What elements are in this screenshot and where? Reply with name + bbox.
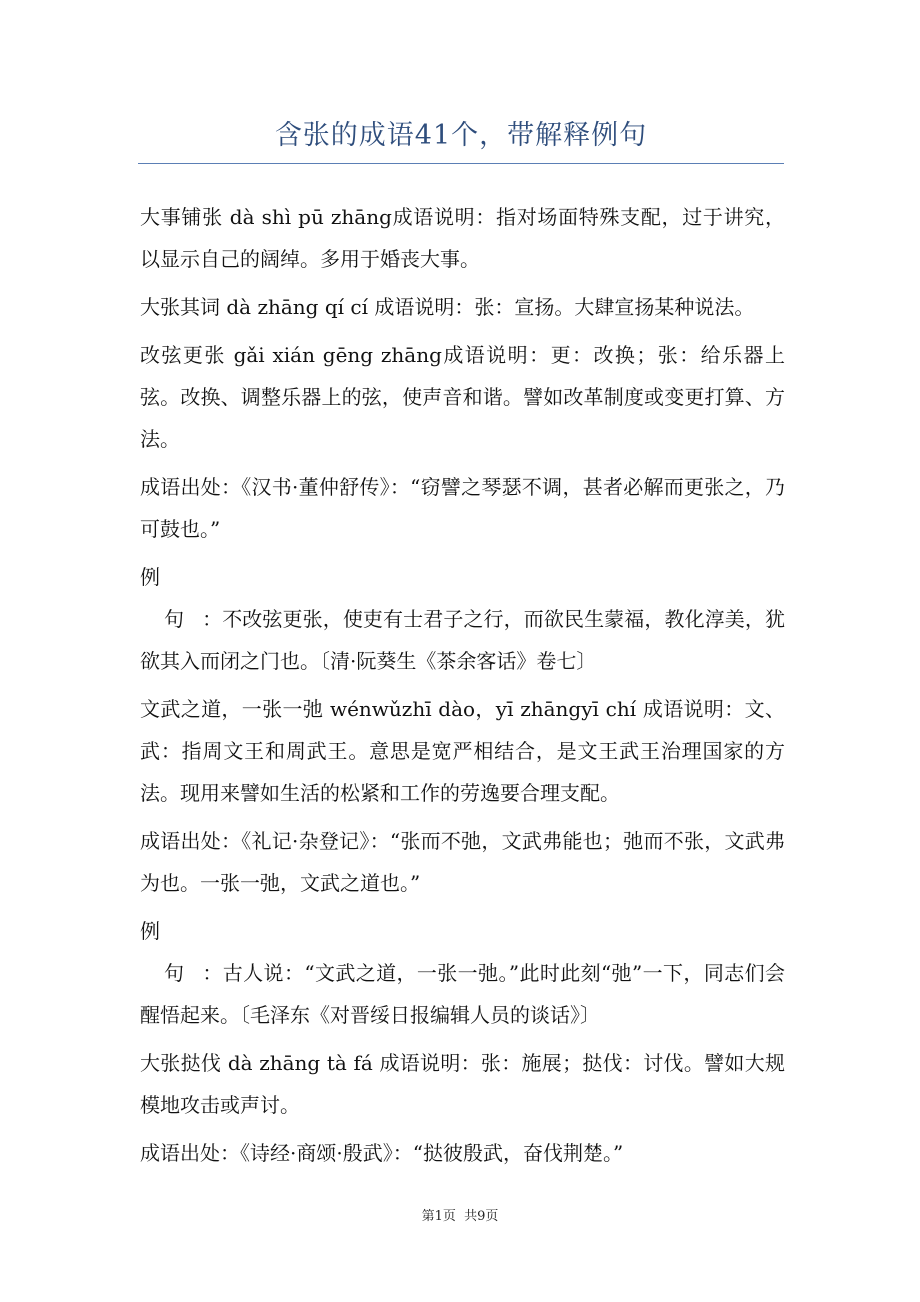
example-label: 例句 [140, 565, 184, 631]
paragraph-source-liji: 成语出处：《礼记·杂登记》：“张而不弛，文武弗能也；弛而不张，文武弗为也。一张一弛，文武之道也。” [140, 829, 785, 895]
example-label: 例句 [140, 919, 184, 985]
paragraph-wenwu-zhidao: 文武之道，一张一弛 wénwǔzhī dào，yī zhāngyī chí 成语说明：文、武：指周文王和周武王。意思是宽严相结合，是文王武王治理国家的方法。现用来譬如生活的松紧和工作的劳逸要合理支配。 [140, 697, 785, 805]
paragraph-dazhang-qici: 大张其词 dà zhāng qí cí 成语说明：张：宣扬。大肆宣扬某种说法。 [140, 295, 755, 319]
paragraph-source-hanshu: 成语出处：《汉书·董仲舒传》：“窃譬之琴瑟不调，甚者必解而更张之，乃可鼓也。” [140, 475, 785, 541]
paragraph-dazhang-tafa: 大张挞伐 dà zhāng tà fá 成语说明：张：施展；挞伐：讨伐。譬如大规模地攻击或声讨。 [140, 1051, 785, 1117]
document-body [140, 196, 785, 1180]
example-text: ：古人说：“文武之道，一张一弛。”此时此刻“弛”一下，同志们会醒悟起来。〔毛泽东《对晋绥日报编辑人员的谈话》〕 [140, 961, 785, 1027]
page-total: 共9页 [464, 1209, 499, 1224]
title-underline [138, 163, 784, 164]
paragraph-source-shijing: 成语出处：《诗经·商颂·殷武》：“挞彼殷武，奋伐荆楚。” [140, 1141, 624, 1165]
example-sentence-2 [140, 910, 785, 1036]
paragraph-dashi-puzhang: 大事铺张 dà shì pū zhāng成语说明：指对场面特殊支配，过于讲究，以显示自己的阔绰。多用于婚丧大事。 [140, 205, 785, 271]
page-footer [0, 1205, 920, 1224]
example-sentence-1 [140, 556, 785, 682]
example-text: ：不改弦更张，使吏有士君子之行，而欲民生蒙福，教化淳美，犹欲其入而闭之门也。〔清·阮葵生《茶余客话》卷七〕 [140, 607, 785, 673]
paragraph-gaixian-gengzhang: 改弦更张 gǎi xián gēng zhāng成语说明：更：改换；张：给乐器上弦。改换、调整乐器上的弦，使声音和谐。譬如改革制度或变更打算、方法。 [140, 343, 785, 451]
page-number: 第1页 [421, 1209, 456, 1224]
document-title: 含张的成语41个，带解释例句 [274, 120, 648, 151]
